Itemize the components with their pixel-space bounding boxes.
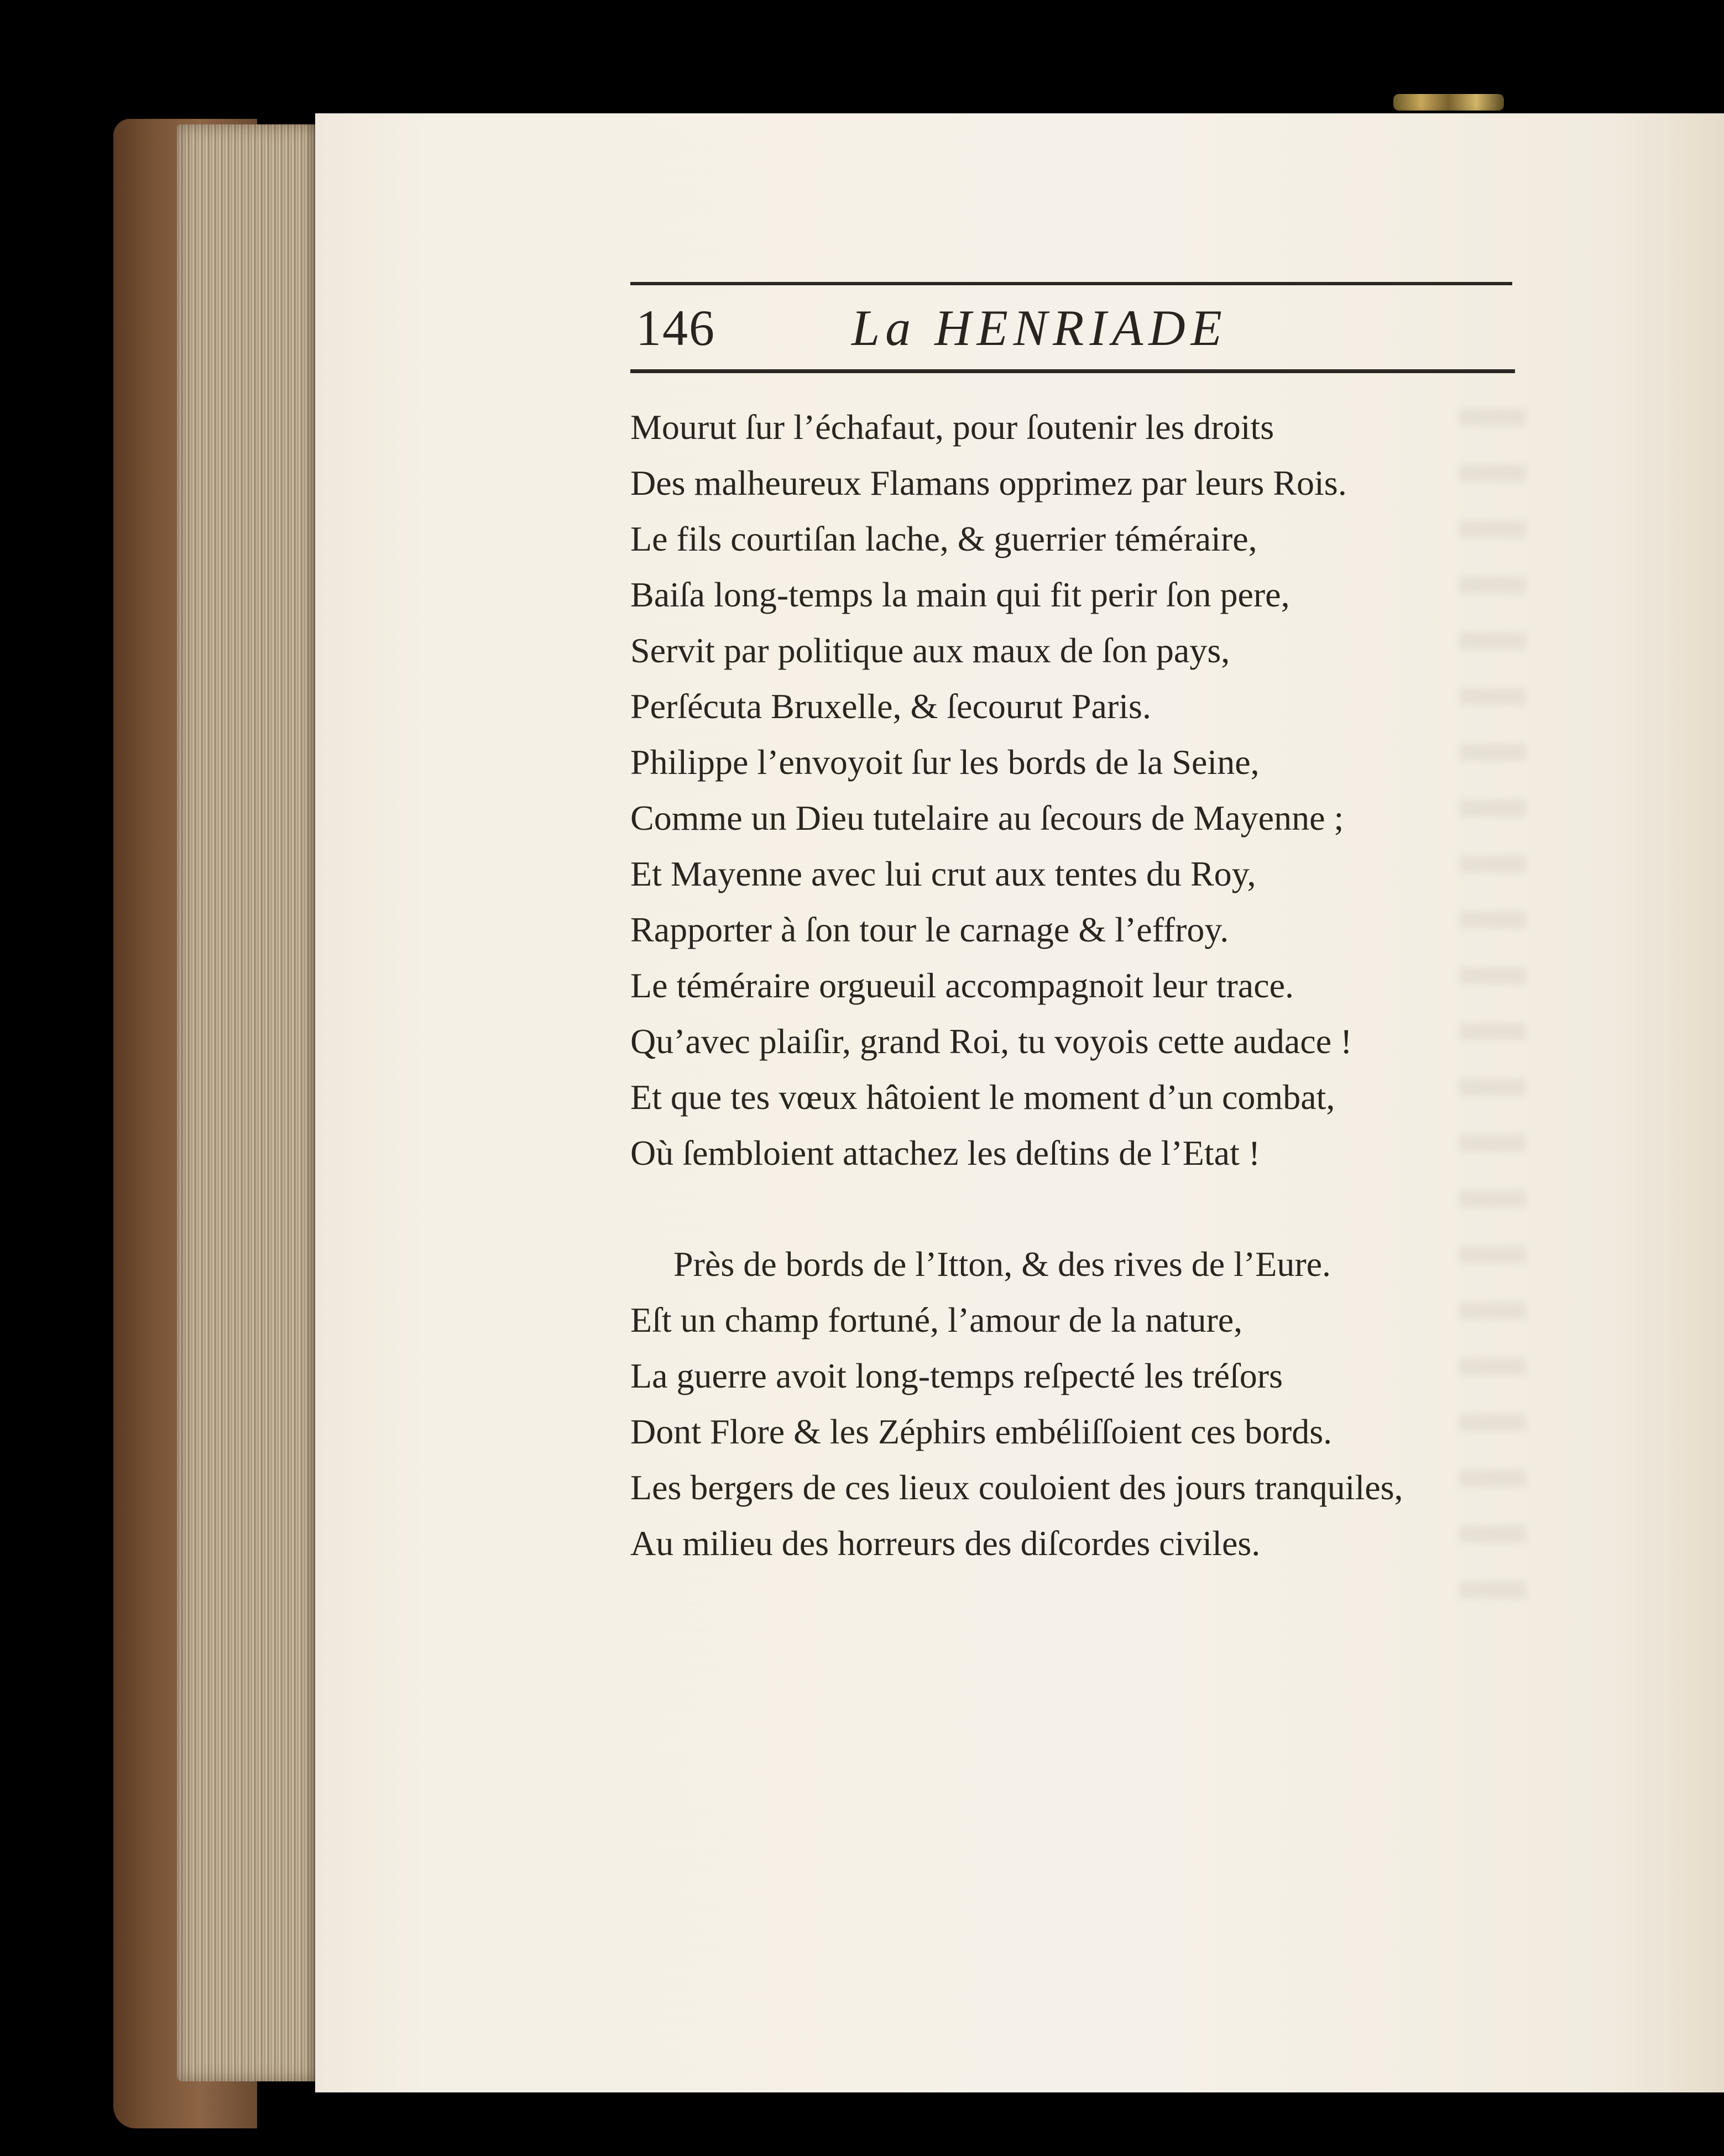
stanza-1 [630, 399, 1460, 1181]
verse-line: Dont Flore & les Zéphirs embéliſſoient ces bords. [630, 1412, 1333, 1451]
verse-line: Eſt un champ fortuné, l’amour de la nature, [630, 1300, 1243, 1339]
page-number: 146 [636, 300, 715, 356]
header-rule-bottom [630, 369, 1515, 373]
verse-line: Qu’avec plaiſir, grand Roi, tu voyois cette audace ! [630, 1022, 1352, 1061]
verse-line: Au milieu des horreurs des diſcordes civiles. [630, 1524, 1261, 1563]
verse-line: Baiſa long-temps la main qui fit perir ſon pere, [630, 575, 1290, 614]
verse-line: La guerre avoit long-temps reſpecté les tréſors [630, 1356, 1283, 1395]
stanza-break [630, 1181, 1460, 1236]
verse-line: Le téméraire orgueuil accompagnoit leur trace. [630, 966, 1294, 1005]
verse-line: Et Mayenne avec lui crut aux tentes du Roy, [630, 854, 1256, 893]
verse-line: Servit par politique aux maux de ſon pays, [630, 631, 1230, 670]
verse-line: Comme un Dieu tutelaire au ſecours de Mayenne ; [630, 798, 1344, 838]
page-header [630, 282, 1515, 376]
verse-line: Des malheureux Flamans opprimez par leurs Rois. [630, 463, 1347, 503]
page-edges [177, 124, 321, 2081]
running-title: La HENRIADE [851, 300, 1227, 356]
verse-text [630, 399, 1460, 1571]
show-through-text [1460, 409, 1526, 1625]
header-rule-top [630, 282, 1512, 285]
verse-line: Où ſembloient attachez les deſtins de l’Etat ! [630, 1133, 1261, 1173]
gilt-clasp [1393, 94, 1504, 111]
verse-line: Le fils courtiſan lache, & guerrier téméraire, [630, 519, 1257, 558]
verse-line: Rapporter à ſon tour le carnage & l’effroy. [630, 910, 1229, 949]
verse-line: Et que tes vœux hâtoient le moment d’un combat, [630, 1077, 1335, 1117]
verse-line: Près de bords de l’Itton, & des rives de l’Eure. [673, 1244, 1331, 1284]
verse-line: Perſécuta Bruxelle, & ſecourut Paris. [630, 687, 1151, 726]
verse-line: Philippe l’envoyoit ſur les bords de la Seine, [630, 742, 1260, 782]
verse-line: Les bergers de ces lieux couloient des jours tranquiles, [630, 1468, 1403, 1507]
stanza-2 [630, 1236, 1460, 1571]
verse-line: Mourut ſur l’échafaut, pour ſoutenir les droits [630, 407, 1274, 447]
